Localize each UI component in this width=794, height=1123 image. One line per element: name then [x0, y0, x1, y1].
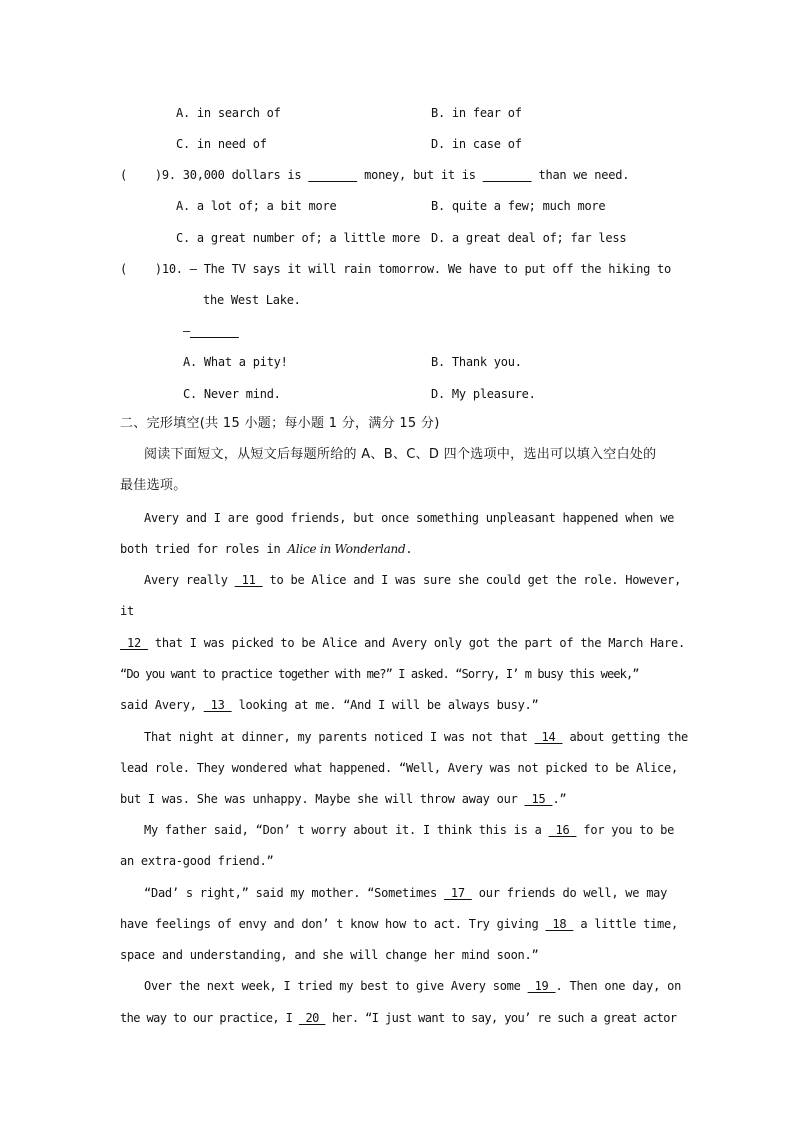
passage-line-14a: have feelings of envy and don’ t know how to act. Try giving [120, 917, 546, 931]
q9-stem-3: than we need. [531, 168, 630, 182]
blank-15: 15 [524, 792, 553, 806]
passage-line-1: Avery and I are good friends, but once something unpleasant happened when we [144, 511, 675, 525]
q10-option-a: A. What a pity! [183, 355, 288, 369]
passage-line-15: space and understanding, and she will change her mind soon.” [120, 948, 539, 962]
blank-11: 11 [234, 573, 263, 587]
section-2-heading: 二、完形填空(共 15 小题；每小题 1 分，满分 15 分) [120, 416, 440, 431]
passage-line-2a: both tried for roles in [120, 542, 288, 556]
blank-12: 12 [120, 636, 148, 650]
passage-line-17a: the way to our practice, I [120, 1011, 299, 1025]
question-10 [120, 261, 671, 277]
section-2-instruction-line-1: 阅读下面短文，从短文后每题所给的 A、B、C、D 四个选项中，选出可以填入空白处的 [144, 447, 657, 462]
q9-blank-2 [483, 168, 532, 182]
passage-line-2 [120, 541, 412, 557]
passage-line-13a: “Dad’ s right,” said my mother. “Sometimes [144, 886, 444, 900]
blank-17: 17 [443, 886, 472, 900]
passage-line-5 [120, 635, 685, 651]
q9-option-c: C. a great number of; a little more [176, 231, 421, 245]
section-2-instruction-line-2: 最佳选项。 [120, 478, 187, 493]
q8-option-c: C. in need of [176, 137, 267, 151]
q9-stem-1: 9. 30,000 dollars is [161, 168, 309, 182]
passage-line-11 [144, 822, 674, 838]
passage-line-11b: for you to be [576, 823, 675, 837]
q9-option-b: B. quite a few; much more [431, 199, 606, 213]
passage-line-8 [144, 729, 688, 745]
passage-line-17 [120, 1010, 676, 1026]
passage-line-14b: a little time, [573, 917, 678, 931]
q10-option-c: C. Never mind. [183, 387, 281, 401]
q10-option-d: D. My pleasure. [431, 387, 536, 401]
passage-line-6: “Do you want to practice together with me?” I asked. “Sorry, I’ m busy this week,” [120, 667, 639, 681]
q9-answer-paren: ( ) [120, 168, 162, 182]
question-9 [120, 167, 629, 183]
passage-line-8b: about getting the [562, 730, 689, 744]
passage-line-11a: My father said, “Don’ t worry about it. I think this is a [144, 823, 549, 837]
blank-20: 20 [298, 1011, 326, 1025]
passage-line-12: an extra-good friend.” [120, 854, 274, 868]
passage-line-10 [120, 791, 566, 807]
passage-line-16a: Over the next week, I tried my best to give Avery some [144, 979, 528, 993]
passage-line-10b: .” [552, 792, 567, 806]
play-title: Alice in Wonderland [287, 542, 406, 556]
q10-option-b: B. Thank you. [431, 355, 522, 369]
passage-line-7b: looking at me. “And I will be always busy.” [231, 698, 539, 712]
q10-reply-blank [190, 324, 239, 338]
passage-line-13 [144, 885, 667, 901]
passage-line-9: lead role. They wondered what happened. “Well, Avery was not picked to be Alice, [120, 761, 678, 775]
passage-line-10a: but I was. She was unhappy. Maybe she will throw away our [120, 792, 525, 806]
blank-19: 19 [527, 979, 556, 993]
blank-14: 14 [534, 730, 563, 744]
q10-stem-2: the West Lake. [203, 293, 301, 307]
blank-18: 18 [545, 917, 574, 931]
passage-line-17b: her. “I just want to say, you’ re such a great actor [325, 1011, 677, 1025]
q9-option-d: D. a great deal of; far less [431, 231, 627, 245]
q10-stem-1: 10. — The TV says it will rain tomorrow. We have to put off the hiking to [161, 262, 672, 276]
passage-line-5b: that I was picked to be Alice and Avery only got the part of the March Hare. [147, 636, 685, 650]
passage-line-3 [144, 572, 681, 588]
passage-line-4: it [120, 604, 134, 618]
q10-reply [183, 323, 239, 339]
passage-line-7 [120, 697, 539, 713]
passage-line-7a: said Avery, [120, 698, 204, 712]
passage-line-14 [120, 916, 678, 932]
q10-reply-dash: — [183, 324, 190, 338]
blank-13: 13 [203, 698, 232, 712]
q8-option-b: B. in fear of [431, 106, 522, 120]
passage-line-16 [144, 978, 681, 994]
passage-line-3b: to be Alice and I was sure she could get the role. However, [262, 573, 682, 587]
q8-option-d: D. in case of [431, 137, 522, 151]
passage-line-8a: That night at dinner, my parents noticed I was not that [144, 730, 535, 744]
q10-answer-paren: ( ) [120, 262, 162, 276]
passage-line-2b: . [405, 542, 413, 556]
passage-line-16b: . Then one day, on [555, 979, 682, 993]
q9-option-a: A. a lot of; a bit more [176, 199, 337, 213]
q8-option-a: A. in search of [176, 106, 281, 120]
passage-line-3a: Avery really [144, 573, 235, 587]
q9-stem-2: money, but it is [357, 168, 483, 182]
passage-line-13b: our friends do well, we may [471, 886, 668, 900]
blank-16: 16 [548, 823, 577, 837]
q9-blank-1 [308, 168, 357, 182]
